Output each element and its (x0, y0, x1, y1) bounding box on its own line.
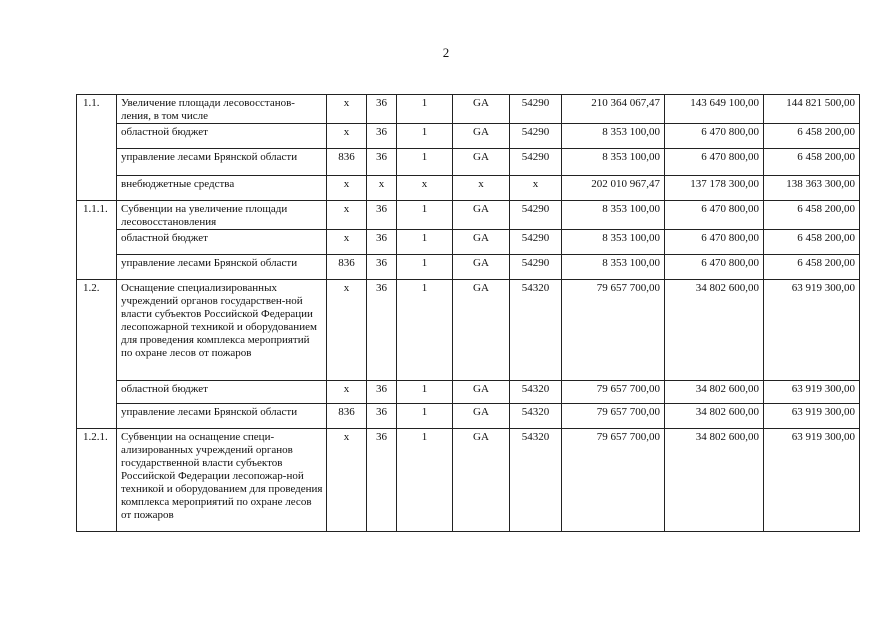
cell-program-code: GA (453, 149, 510, 176)
cell-amount-year-3: 6 458 200,00 (764, 255, 860, 280)
cell-amount-year-1: 8 353 100,00 (562, 124, 665, 149)
cell-section-code: 36 (367, 404, 397, 429)
cell-section-code: 36 (367, 124, 397, 149)
cell-amount-year-3: 6 458 200,00 (764, 230, 860, 255)
cell-amount-year-2: 34 802 600,00 (665, 280, 764, 381)
row-name: управление лесами Брянской области (117, 404, 327, 429)
cell-section-code: 36 (367, 429, 397, 532)
table-row (77, 429, 860, 532)
row-name: Субвенции на оснащение специ-ализированных учреждений органов государственной власти субъектов Российской Федерации лесопожар-ной техникой и оборудованием для проведения комплекса мероприятий по охране лесов от пожаров (117, 429, 327, 532)
cell-program-code: GA (453, 429, 510, 532)
cell-amount-year-3: 138 363 300,00 (764, 176, 860, 201)
cell-amount-year-3: 63 919 300,00 (764, 429, 860, 532)
cell-program-code: GA (453, 230, 510, 255)
cell-program-code: GA (453, 280, 510, 381)
row-index (77, 149, 117, 176)
cell-amount-year-1: 79 657 700,00 (562, 429, 665, 532)
cell-subsection-code: 1 (397, 124, 453, 149)
row-name: Субвенции на увеличение площади лесовосстановления (117, 201, 327, 230)
cell-subsection-code: 1 (397, 429, 453, 532)
cell-direction-code: 54320 (510, 381, 562, 404)
cell-admin-code: 836 (327, 255, 367, 280)
cell-amount-year-1: 79 657 700,00 (562, 280, 665, 381)
cell-section-code: 36 (367, 230, 397, 255)
cell-amount-year-3: 63 919 300,00 (764, 280, 860, 381)
cell-amount-year-2: 137 178 300,00 (665, 176, 764, 201)
cell-section-code: 36 (367, 149, 397, 176)
row-name: Увеличение площади лесовосстанов-ления, в том числе (117, 95, 327, 124)
row-index (77, 230, 117, 255)
row-index: 1.1. (77, 95, 117, 124)
cell-section-code: 36 (367, 95, 397, 124)
cell-admin-code: х (327, 124, 367, 149)
row-index: 1.2.1. (77, 429, 117, 532)
cell-section-code: 36 (367, 381, 397, 404)
cell-direction-code: х (510, 176, 562, 201)
cell-subsection-code: 1 (397, 255, 453, 280)
cell-section-code: х (367, 176, 397, 201)
table-row (77, 176, 860, 201)
cell-subsection-code: 1 (397, 201, 453, 230)
row-index: 1.1.1. (77, 201, 117, 230)
cell-subsection-code: 1 (397, 95, 453, 124)
cell-admin-code: х (327, 176, 367, 201)
cell-direction-code: 54290 (510, 124, 562, 149)
cell-section-code: 36 (367, 201, 397, 230)
cell-program-code: GA (453, 255, 510, 280)
row-name: областной бюджет (117, 230, 327, 255)
cell-direction-code: 54290 (510, 255, 562, 280)
row-name: Оснащение специализированных учреждений органов государствен-ной власти субъектов Российской Федерации лесопожарной техникой и оборудованием для проведения комплекса мероприятий по охране лесов от пожаров (117, 280, 327, 381)
cell-amount-year-3: 6 458 200,00 (764, 149, 860, 176)
row-index: 1.2. (77, 280, 117, 381)
table-row (77, 255, 860, 280)
cell-program-code: GA (453, 404, 510, 429)
table-row (77, 381, 860, 404)
cell-admin-code: х (327, 201, 367, 230)
cell-amount-year-3: 6 458 200,00 (764, 124, 860, 149)
cell-subsection-code: 1 (397, 381, 453, 404)
cell-program-code: GA (453, 201, 510, 230)
cell-subsection-code: 1 (397, 280, 453, 381)
cell-amount-year-1: 202 010 967,47 (562, 176, 665, 201)
table-row (77, 280, 860, 381)
cell-amount-year-2: 6 470 800,00 (665, 124, 764, 149)
cell-direction-code: 54320 (510, 429, 562, 532)
cell-direction-code: 54290 (510, 230, 562, 255)
cell-direction-code: 54290 (510, 149, 562, 176)
cell-amount-year-1: 8 353 100,00 (562, 201, 665, 230)
row-name: управление лесами Брянской области (117, 149, 327, 176)
cell-admin-code: 836 (327, 404, 367, 429)
cell-amount-year-1: 8 353 100,00 (562, 255, 665, 280)
cell-admin-code: х (327, 230, 367, 255)
cell-amount-year-2: 6 470 800,00 (665, 255, 764, 280)
table-row (77, 95, 860, 124)
row-name: областной бюджет (117, 381, 327, 404)
cell-amount-year-3: 6 458 200,00 (764, 201, 860, 230)
table-row (77, 149, 860, 176)
cell-admin-code: х (327, 429, 367, 532)
cell-subsection-code: 1 (397, 404, 453, 429)
cell-admin-code: х (327, 280, 367, 381)
cell-subsection-code: 1 (397, 149, 453, 176)
cell-amount-year-2: 6 470 800,00 (665, 201, 764, 230)
row-index (77, 124, 117, 149)
cell-subsection-code: 1 (397, 230, 453, 255)
row-index (77, 381, 117, 404)
row-name: управление лесами Брянской области (117, 255, 327, 280)
cell-program-code: GA (453, 381, 510, 404)
cell-amount-year-1: 8 353 100,00 (562, 230, 665, 255)
cell-direction-code: 54320 (510, 280, 562, 381)
table-row (77, 404, 860, 429)
cell-amount-year-1: 79 657 700,00 (562, 404, 665, 429)
cell-program-code: х (453, 176, 510, 201)
cell-amount-year-2: 34 802 600,00 (665, 404, 764, 429)
table-row (77, 124, 860, 149)
cell-section-code: 36 (367, 255, 397, 280)
row-index (77, 176, 117, 201)
budget-table (76, 94, 860, 532)
cell-amount-year-2: 6 470 800,00 (665, 230, 764, 255)
cell-amount-year-3: 63 919 300,00 (764, 404, 860, 429)
cell-amount-year-2: 143 649 100,00 (665, 95, 764, 124)
cell-amount-year-3: 63 919 300,00 (764, 381, 860, 404)
cell-amount-year-1: 8 353 100,00 (562, 149, 665, 176)
cell-amount-year-1: 79 657 700,00 (562, 381, 665, 404)
row-index (77, 255, 117, 280)
cell-direction-code: 54290 (510, 95, 562, 124)
cell-program-code: GA (453, 95, 510, 124)
cell-subsection-code: х (397, 176, 453, 201)
row-index (77, 404, 117, 429)
cell-program-code: GA (453, 124, 510, 149)
cell-admin-code: х (327, 95, 367, 124)
table-row (77, 201, 860, 230)
cell-section-code: 36 (367, 280, 397, 381)
row-name: внебюджетные средства (117, 176, 327, 201)
cell-amount-year-2: 34 802 600,00 (665, 429, 764, 532)
cell-admin-code: х (327, 381, 367, 404)
row-name: областной бюджет (117, 124, 327, 149)
cell-amount-year-1: 210 364 067,47 (562, 95, 665, 124)
table-row (77, 230, 860, 255)
cell-amount-year-3: 144 821 500,00 (764, 95, 860, 124)
cell-amount-year-2: 34 802 600,00 (665, 381, 764, 404)
cell-direction-code: 54290 (510, 201, 562, 230)
cell-amount-year-2: 6 470 800,00 (665, 149, 764, 176)
cell-admin-code: 836 (327, 149, 367, 176)
page-number: 2 (442, 45, 450, 60)
cell-direction-code: 54320 (510, 404, 562, 429)
